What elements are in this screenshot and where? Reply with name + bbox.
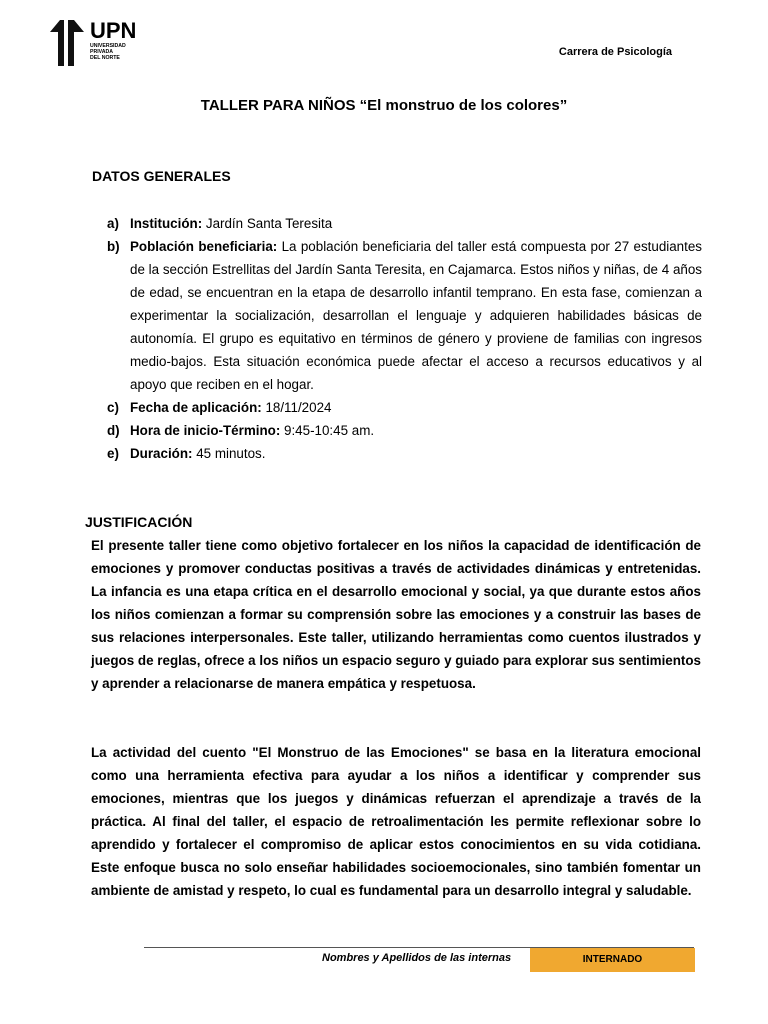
brand-sub-line: DEL NORTE xyxy=(90,55,120,61)
brand-sub-line: UNIVERSIDAD xyxy=(90,43,126,49)
upn-logo xyxy=(50,20,150,68)
item-letter: b) xyxy=(107,239,120,254)
item-text: La población beneficiaria del taller está compuesta por 27 estudiantes de la sección Estrellitas del Jardín Santa Teresita, en Cajamarca. Estos niños y niñas, de 4 años de edad, se encuentran en la etapa de desarrollo infantil temprano. En esta fase, comienzan a experimentar la socialización, desarrollan el lenguaje y adquieren habilidades básicas de autonomía. El grupo es equitativo en términos de género y proviene de familias con ingresos medio-bajos. Esta situación económica puede afectar el acceso a recursos educativos y al apoyo que reciben en el hogar. xyxy=(130,239,702,392)
page-title: TALLER PARA NIÑOS “El monstruo de los colores” xyxy=(200,97,568,114)
item-label: Hora de inicio-Término: xyxy=(130,423,281,438)
career-label: Carrera de Psicología xyxy=(558,46,672,58)
item-label: Institución: xyxy=(130,216,203,231)
paragraph: El presente taller tiene como objetivo fortalecer en los niños la capacidad de identificación de emociones y promover conductas positivas a través de actividades dinámicas y entretenidas. La infancia es una etapa crítica en el desarrollo emocional y social, ya que durante estos años los niños comienzan a formar su comprensión sobre las emociones y a construir las bases de sus relaciones interpersonales. Este taller, utilizando herramientas como cuentos ilustrados y juegos de reglas, ofrece a los niños un espacio seguro y guiado para explorar sus sentimientos y aprender a relacionarse de manera empática y respetuosa. xyxy=(91,538,701,691)
item-letter: e) xyxy=(107,446,119,461)
list-item xyxy=(91,235,702,396)
footer-badge: INTERNADO xyxy=(530,948,695,972)
item-body xyxy=(130,419,702,442)
list-item xyxy=(91,396,702,419)
item-letter: d) xyxy=(107,423,120,438)
item-body xyxy=(130,396,702,419)
item-text: 9:45-10:45 am. xyxy=(280,423,375,438)
item-body xyxy=(130,212,702,235)
item-text: 18/11/2024 xyxy=(261,400,332,415)
list-item xyxy=(91,212,702,235)
list-item xyxy=(91,442,702,465)
item-text: Jardín Santa Teresita xyxy=(202,216,333,231)
section-heading-datos: DATOS GENERALES xyxy=(92,168,231,184)
item-body xyxy=(130,442,702,465)
item-letter: c) xyxy=(107,400,119,415)
item-label: Duración: xyxy=(130,446,193,461)
list-item xyxy=(91,419,702,442)
item-letter: a) xyxy=(107,216,119,231)
item-label: Población beneficiaria: xyxy=(130,239,278,254)
brand-subtitle xyxy=(90,43,150,61)
paragraph: La actividad del cuento "El Monstruo de las Emociones" se basa en la literatura emocional como una herramienta efectiva para ayudar a los niños a identificar y comprender sus emociones, mientras que los juegos y dinámicas refuerzan el aprendizaje a través de la práctica. Al final del taller, el espacio de retroalimentación les permite reflexionar sobre lo aprendido y fortalecer el compromiso de aplicar estos conocimientos en su vida cotidiana. Este enfoque busca no solo enseñar habilidades socioemocionales, sino también fomentar un ambiente de amistad y respeto, lo cual es fundamental para un desarrollo integral y saludable. xyxy=(91,745,701,898)
item-body xyxy=(130,235,702,396)
upn-logo-icon xyxy=(50,20,88,68)
item-label: Fecha de aplicación: xyxy=(130,400,262,415)
brand-name: UPN xyxy=(90,18,137,43)
brand-sub-line: PRIVADA xyxy=(90,49,113,55)
datos-list xyxy=(91,212,702,465)
section-heading-justificacion: JUSTIFICACIÓN xyxy=(85,514,193,530)
item-text: 45 minutos. xyxy=(192,446,266,461)
footer-names: Nombres y Apellidos de las internas xyxy=(322,952,512,964)
